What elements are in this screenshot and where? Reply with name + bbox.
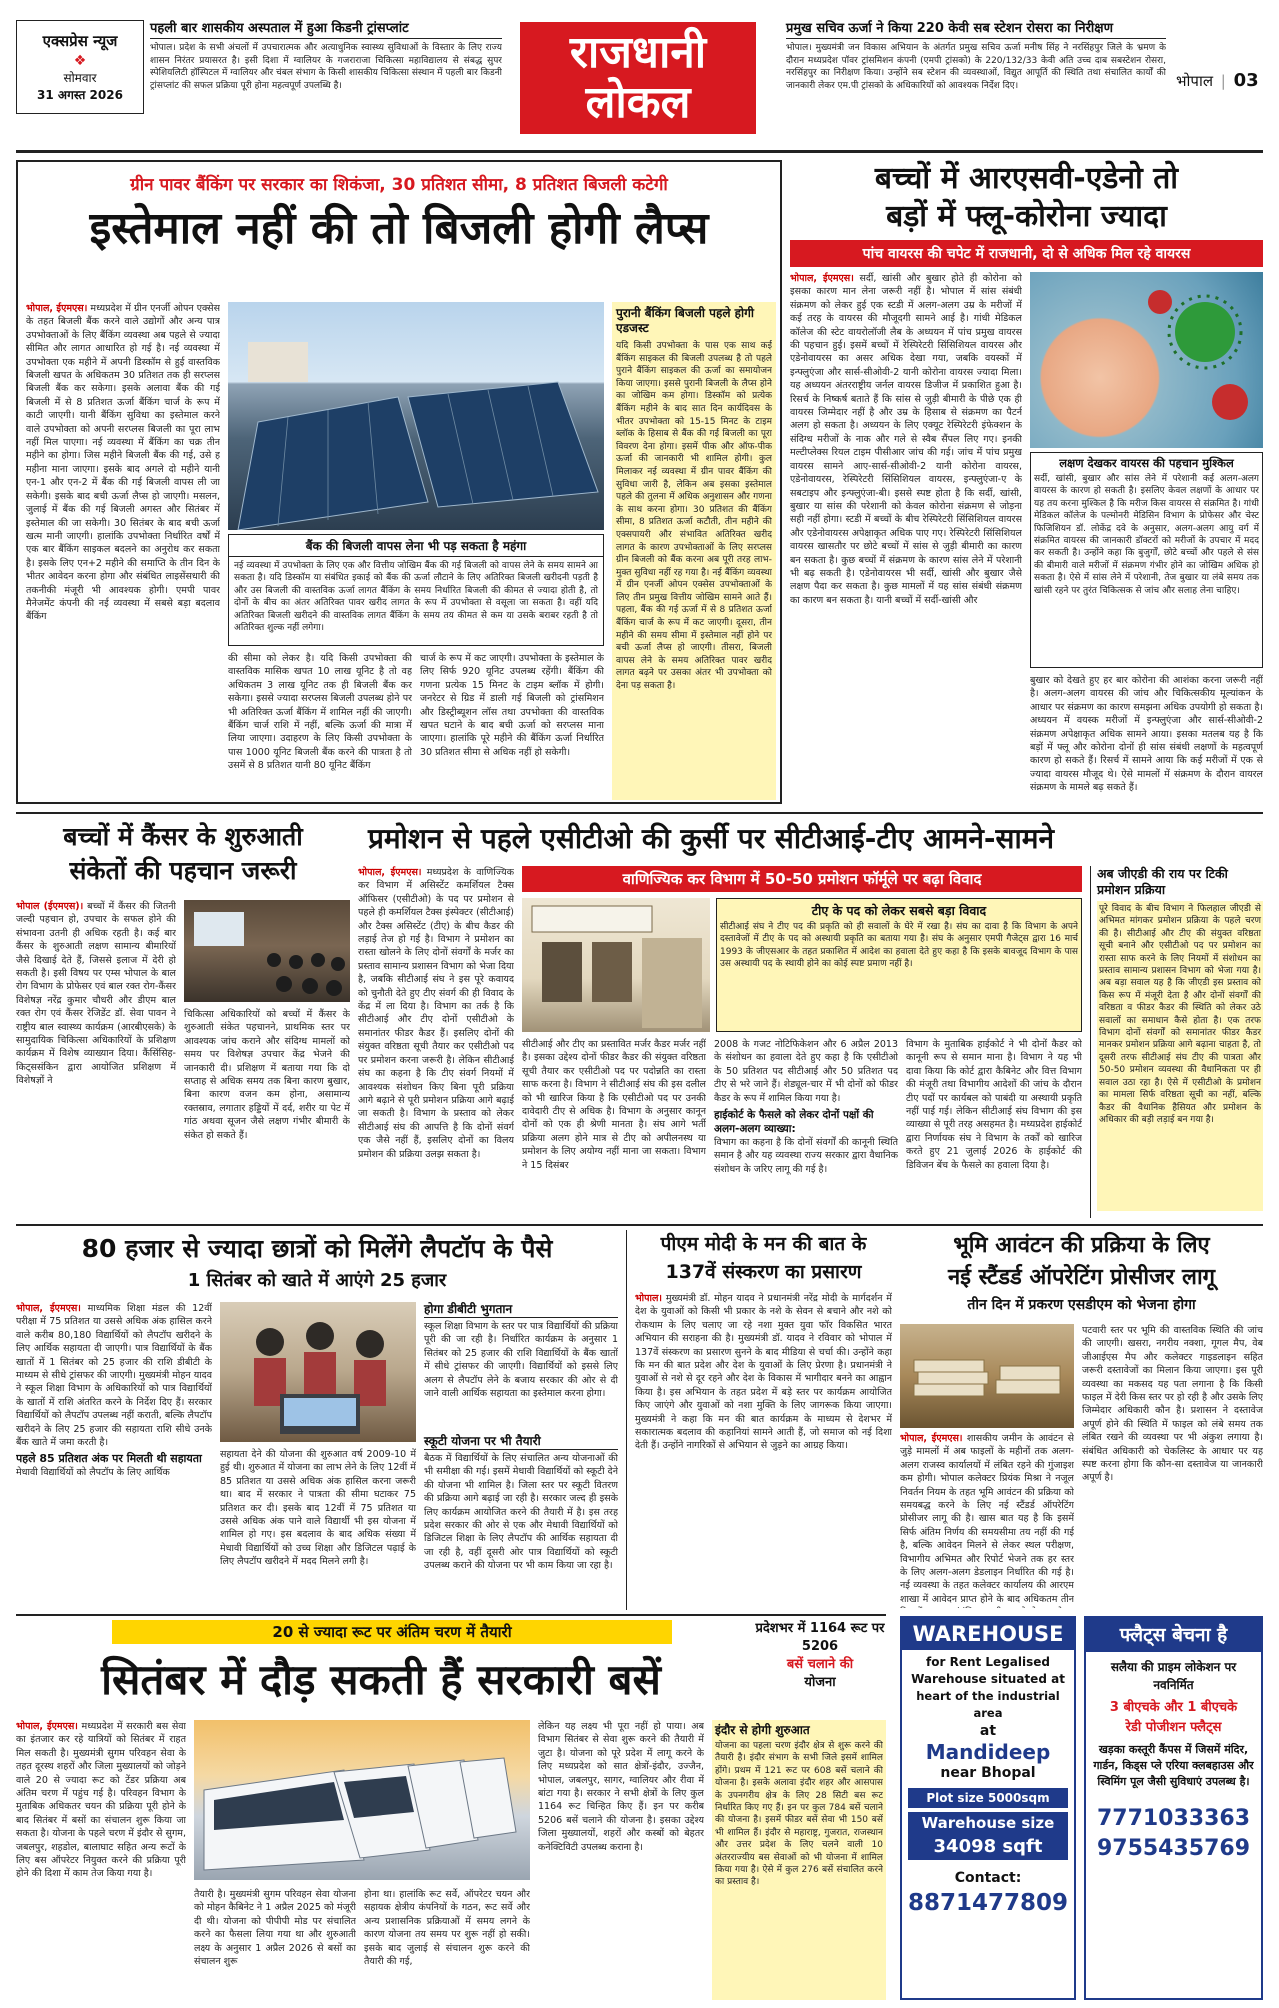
- article-power-banking: [16, 160, 782, 804]
- bus-fleet-icon: [194, 1720, 530, 1880]
- a3-col1: [16, 900, 176, 1218]
- diamond-icon: ❖: [73, 53, 87, 69]
- a1-caption-box: [228, 534, 604, 646]
- a5-col1: [16, 1302, 212, 1610]
- page-folio: भोपाल | 03: [1176, 70, 1259, 91]
- a8-col4: लेकिन यह लक्ष्य भी पूरा नहीं हो पाया। अब विभाग सितंबर से सेवा शुरू करने की तैयारी में जुटा है। योजना को पूरे प्रदेश में लागू करने के लिए मध्यप्रदेश को सात क्षेत्रों-इंदौर, उज्जैन, भोपाल, जबलपुर, सागर, ग्वालियर और रीवा में बांटा गया है। सरकार ने सभी क्षेत्रों के लिए कुल 1164 रूट चिन्हित किए हैं। इन पर करीब 5206 बसें चलाने की योजना है। इसका उद्देश्य जिला मुख्यालयों, शहरों और कस्बों को बेहतर कनेक्टिविटी उपलब्ध कराना है।: [538, 1721, 704, 1853]
- a2-box-head: लक्षण देखकर वायरस की पहचान मुश्किल: [1059, 456, 1234, 470]
- ad2-l1: सलैया की प्राइम लोकेशन पर: [1110, 1660, 1237, 1674]
- ad1-plot: Plot size 5000sqm: [908, 1788, 1068, 1808]
- a7-col1: [900, 1324, 1074, 1608]
- a8-kicker: 20 से ज्यादा रूट पर अंतिम चरण में तैयारी: [112, 1620, 672, 1644]
- article-virus: [790, 160, 1263, 804]
- a1-sidebar: [612, 302, 776, 800]
- a4-col4: विभाग के मुताबिक हाईकोर्ट ने भी दोनों कैडर को कानूनी रूप से समान माना है। विभाग ने यह भी दावा किया कि कोर्ट द्वारा कैबिनेट और वित्त विभाग की मंजूरी तथा विभागीय आदेशों की जांच के दौरान टीए पदों पर कार्यबल को पाबंदी या अस्थायी प्रकृति नहीं पाई गई। लेकिन सीटीआई संघ विभाग की इस व्याख्या से पूरी तरह असहमत है। मध्यप्रदेश हाईकोर्ट द्वारा निर्णायक संघ ने विभाग के तर्कों को खारिज करते हुए 21 जुलाई 2026 के हाईकोर्ट की डिविजन बेंच के फैसले का हवाला दिया है।: [906, 1039, 1082, 1171]
- audience-icon: [184, 900, 350, 1002]
- a1-caption-head: बैंक की बिजली वापस लेना भी पड़ सकता है महंगा: [229, 535, 603, 557]
- a4-col1: [358, 866, 514, 1218]
- a4-deck: वाणिज्यिक कर विभाग में 50-50 प्रमोशन फॉर्मूले पर बढ़ा विवाद: [522, 866, 1082, 892]
- folio-page: 03: [1233, 70, 1259, 91]
- a4-col3-text: 2008 के गजट नोटिफिकेशन और 6 अप्रैल 2013 के संशोधन का हवाला देते हुए कहा है कि एसीटीओ के 50 प्रतिशत पद सीटीआई और 50 प्रतिशत पद टीए से भरे जाने हैं। शेड्यूल-चार में भी दोनों को फीडर कैडर के रूप में शामिल किया गया है।: [714, 1039, 898, 1104]
- ad1-l3: heart of the industrial area: [916, 1689, 1060, 1720]
- masthead: [0, 0, 1279, 140]
- solar-array-icon: [228, 302, 604, 530]
- ad1-phone: 8871477809: [907, 1890, 1069, 1916]
- a4-col3: [714, 1038, 898, 1218]
- a5-headline: 80 हजार से ज्यादा छात्रों को मिलेंगे लैपटॉप के पैसे: [81, 1234, 553, 1263]
- ad1-l5: Mandideep: [925, 1740, 1051, 1764]
- a8-fact1: प्रदेशभर में 1164 रूट पर 5206: [755, 1621, 885, 1654]
- a5-col2: सहायता देने की योजना की शुरुआत वर्ष 2009-10 में हुई थी। शुरुआत में योजना का लाभ लेने के लिए 12वीं में 85 प्रतिशत या उससे अधिक अंक हासिल करना जरूरी था। बाद में सरकार ने पात्रता की सीमा घटाकर 75 प्रतिशत कर दी। इसके बाद 12वीं में 75 प्रतिशत या उससे अधिक अंक पाने वाले विद्यार्थी भी इस योजना में शामिल हो गए। इस बदलाव के बाद अधिक संख्या में मेधावी विद्यार्थियों को उच्च शिक्षा और डिजिटल पढ़ाई के लिए लैपटॉप खरीदने में मदद मिलने लगी है।: [220, 1449, 416, 1568]
- a5-side-text2: बैठक में विद्यार्थियों के लिए संचालित अन्य योजनाओं की भी समीक्षा की गई। इसमें मेधावी विद्यार्थियों को स्कूटी देने की योजना भी शामिल है। जिला स्तर पर स्कूटी वितरण की प्रक्रिया आगे बढ़ाई जा रही है। सरकार जल्द ही इसके लिए कार्यक्रम आयोजित करने की तैयारी में है। इस तरह प्रदेश सरकार की ओर से एक और मेधावी विद्यार्थियों को डिजिटल शिक्षा के लिए लैपटॉप की आर्थिक सहायता दी जा रही है, वहीं दूसरी ओर पात्र विद्यार्थियों को स्कूटी उपलब्ध कराने की योजना पर भी काम किया जा रहा है।: [424, 1453, 618, 1572]
- brand-box: [16, 20, 144, 114]
- a3-headline-2: संकेतों की पहचान जरूरी: [69, 856, 297, 885]
- a8-col3: होना था। हालांकि रूट सर्वे, ऑपरेटर चयन और सहायक क्षेत्रीय कंपनियों के गठन, रूट सर्वे और अन्य प्रशासनिक प्रक्रियाओं में समय लगने के कारण योजना तय समय पर शुरू नहीं हो सकी। इसके बाद जुलाई से संचालन शुरू करने की तैयारी की गई,: [364, 1889, 530, 1968]
- masthead-right-text: भोपाल। मुख्यमंत्री जन विकास अभियान के अंतर्गत प्रमुख सचिव ऊर्जा मनीष सिंह ने नरसिंहपुर जिले के भ्रमण के दौरान मध्यप्रदेश पॉवर ट्रांसमिशन कंपनी (एमपी ट्रांसको) के 220/132/33 केवी अति उच्च दाब सबस्टेशन रोसरा, नरसिंहपुर का निरीक्षण किया। उन्होंने सब स्टेशन की व्यवस्थाओं, विद्युत आपूर्ति की स्थिति तथा संचालित कार्यों की जानकारी लेकर एम.पी ट्रांसको के अधिकारियों को आवश्यक निर्देश दिए।: [786, 43, 1166, 91]
- a8-headline: सितंबर में दौड़ सकती हैं सरकारी बसें: [101, 1655, 661, 1704]
- a1-col3: चार्ज के रूप में कट जाएगी। उपभोक्ता के इस्तेमाल के लिए सिर्फ 920 यूनिट उपलब्ध रहेंगी। बैंकिंग की गणना प्रत्येक 15 मिनट के टाइम ब्लॉक में होगी। जनरेटर से ग्रिड में डाली गई बिजली को ट्रांसमिशन और डिस्ट्रीब्यूशन लॉस तथा उपभोक्ता की वास्तविक खपत घटाने के बाद बची ऊर्जा को सरप्लस माना जाएगा। हालांकि पूरे महीने की बैंकिंग ऊर्जा निर्धारित 30 प्रतिशत सीमा से अधिक नहीं हो सकेगी।: [420, 653, 604, 758]
- a7-col2: पटवारी स्तर पर भूमि की वास्तविक स्थिति की जांच की जाएगी। खसरा, नगरीय नक्शा, गूगल मैप, वेब जीआईएस मैप और कलेक्टर गाइडलाइन सहित जरूरी दस्तावेजों का मिलान किया जाएगा। इस पूरी व्यवस्था का मकसद यह पता लगाना है कि किसी फाइल में देरी किस स्तर पर हो रही है और उसके लिए जिम्मेदार अधिकारी कौन है। प्रशासन ने दस्तावेज अपूर्ण होने की स्थिति में फाइल को लंबे समय तक लंबित रखने की व्यवस्था पर भी अंकुश लगाया है। संबंधित अधिकारी को चेकलिस्ट के आधार पर यह स्पष्ट करना होगा कि कौन-सा दस्तावेज या जानकारी अपूर्ण है।: [1082, 1325, 1263, 1484]
- a3-dateline: भोपाल (ईएमएस)।: [16, 901, 84, 912]
- a8-sidebar: [712, 1720, 886, 2000]
- a2-headline-2: बड़ों में फ्लू-कोरोना ज्यादा: [886, 199, 1167, 234]
- a1-kicker: ग्रीन पावर बैंकिंग पर सरकार का शिकंजा, 30 प्रतिशत सीमा, 8 प्रतिशत बिजली कटेगी: [130, 175, 668, 195]
- section-title-line1: राजधानी: [569, 27, 707, 78]
- masthead-left-story: [150, 18, 502, 118]
- students-icon: [220, 1302, 416, 1442]
- article-mann-ki-baat: [626, 1230, 892, 1610]
- a1-headline: इस्तेमाल नहीं की तो बिजली होगी लैप्स: [89, 203, 709, 254]
- section-title-line2: लोकल: [585, 77, 691, 128]
- a6-headline-2: 137वें संस्करण का प्रसारण: [665, 1261, 862, 1283]
- a7-deck: तीन दिन में प्रकरण एसडीएम को भेजना होगा: [967, 1297, 1196, 1313]
- office-photo: [522, 898, 710, 1032]
- article-child-cancer: [16, 820, 350, 1218]
- a1-caption-text: नई व्यवस्था में उपभोक्ता के लिए एक और वित्तीय जोखिम बैंक की गई बिजली को वापस लेने के समय सामने आ सकता है। यदि डिस्कॉम या संबंधित इकाई को बैंक की ऊर्जा लौटाने के लिए अतिरिक्त बिजली खरीदनी पड़ती है और उस बिजली की वास्तविक ऊर्जा लागत बैंकिंग के समय निर्धारित बिजली की कीमत से ज्यादा होती है, तो दोनों के बीच का अंतर अतिरिक्त पावर खरीद लागत के रूप में उपभोक्ता से वसूला जा सकता है। वहीं यदि अतिरिक्त बिजली खरीदने की वास्तविक लागत बैंकिंग के समय तय कीमत से कम या उसके बराबर रहती है तो अतिरिक्त शुल्क नहीं लगेगा।: [234, 561, 598, 634]
- a3-col2: चिकित्सा अधिकारियों को बच्चों में कैंसर के शुरुआती संकेत पहचानने, प्राथमिक स्तर पर आवश्यक जांच कराने और संदिग्ध मामलों को समय पर विशेषज्ञ उपचार केंद्र भेजने की जानकारी दी। प्रशिक्षण में बताया गया कि दो सप्ताह से अधिक समय तक बिना कारण बुखार, बिना कारण वजन कम होना, असामान्य रक्तस्राव, लगातार हड्डियों में दर्द, शरीर या पेट में गांठ अथवा सूजन जैसे लक्षण गंभीर बीमारी के संकेत हो सकते हैं।: [184, 1009, 350, 1141]
- a4-side-head: अब जीएडी की राय पर टिकी प्रमोशन प्रक्रिया: [1097, 866, 1228, 897]
- masthead-date: 31 अगस्त 2026: [37, 88, 123, 102]
- a8-col1: [16, 1720, 186, 2000]
- a2-dateline: भोपाल, ईएमएस।: [790, 273, 854, 284]
- a5-sub-text: मेधावी विद्यार्थियों को लैपटॉप के लिए आर्थिक: [16, 1467, 170, 1479]
- a6-text: मुख्यमंत्री डॉ. मोहन यादव ने प्रधानमंत्री नरेंद्र मोदी के मार्गदर्शन में देश के युवाओं को किसी भी प्रकार के नशे के सेवन से बचाने और नशे को रोकथाम के लिए चलाए जा रहे नशा मुक्त युवा फॉर विकसित भारत अभियान की सराहना की है। मुख्यमंत्री डॉ. यादव ने रविवार को भोपाल में 137वें संस्करण का प्रसारण सुनने के बाद मीडिया से चर्चा की। उन्होंने कहा कि मन की बात प्रदेश और देश के युवाओं के लिए प्रेरणा है। प्रधानमंत्री ने युवाओं से नशे से दूर रहने और देश के विकास में भागीदार बनने का आह्वान किया है। इस अभियान के तहत प्रदेश में बड़े स्तर पर कार्यक्रम आयोजित किए जाएंगे और युवाओं को नशा मुक्ति के लिए जागरूक किया जाएगा। मुख्यमंत्री ने कहा कि मन की बात कार्यक्रम के माध्यम से देशभर में सकारात्मक बदलाव की कहानियां सामने आती हैं, जो समाज को नई दिशा देती हैं। उन्होंने नागरिकों से अभियान से जुड़ने का आग्रह किया।: [635, 1293, 892, 1452]
- solar-panel-photo: [228, 302, 604, 530]
- a1-dateline: भोपाल, ईएमएस।: [26, 303, 88, 314]
- office-building-icon: [522, 898, 710, 1032]
- a5-sub: पहले 85 प्रतिशत अंक पर मिलती थी सहायता: [16, 1452, 202, 1466]
- training-photo: [184, 900, 350, 1002]
- a8-fact3: योजना: [804, 1675, 836, 1690]
- a4-col1-text: मध्यप्रदेश के वाणिज्यिक कर विभाग में असिस्टेंट कमर्शियल टैक्स ऑफिसर (एसीटीओ) के पद पर प्रमोशन से पहले ही कमर्शियल टैक्स इंस्पेक्टर (सीटीआई) और टैक्स असिस्टेंट (टीए) के बीच कैडर की लड़ाई तेज हो गई है। विभाग ने प्रमोशन का रास्ता खोलने के लिए दोनों संवर्गों के मर्जर का प्रस्ताव सामान्य प्रशासन विभाग को भेजा दिया है, जबकि सीटीआई संघ ने इस पूरे कवायद को चुनौती देते हुए टीए संवर्ग की ही विवाद के केंद्र में ला दिया है। विभाग का तर्क है कि सीटीआई और टीए दोनों एसीटीओ के समानांतर फीडर कैडर हैं। इसलिए दोनों की संयुक्त वरिष्ठता सूची तैयार कर एसीटीओ पद पर प्रमोशन करना जरूरी है। लेकिन सीटीआई संघ का कहना है कि टीए संवर्ग नियमों में आवश्यक संशोधन किए बिना पूरी प्रक्रिया आगे बढ़ाने से पूरी प्रमोशन प्रक्रिया आगे बढ़ाई जा सकती है। विभाग के प्रस्ताव को लेकर सीटीआई संघ की आपत्ति है कि दोनों संवर्ग एक जैसे नहीं हैं, इसलिए दोनों का विलय प्रमोशन की प्रक्रिया उलझ सकता है।: [358, 867, 514, 1160]
- a1-side-head: पुरानी बैंकिंग बिजली पहले होगी एडजस्ट: [616, 306, 755, 335]
- a2-col2: बुखार को देखते हुए हर बार कोरोना की आशंका करना जरूरी नहीं है। अलग-अलग वायरस की जांच और चिकित्सकीय मूल्यांकन के आधार पर संक्रमण का कारण समझना अधिक उपयोगी हो सकता है। अध्ययन में वयस्क मरीजों में इन्फ्लुएंजा और सार्स-सीओवी-2 संक्रमण अपेक्षाकृत अधिक सामने आया। इसका मतलब यह है कि बड़ों में फ्लू और कोरोना दोनों ही सांस संबंधी लक्षणों के महत्वपूर्ण कारण हो सकते हैं। रिसर्च में सामने आया कि कई मरीजों में एक से ज्यादा वायरस मौजूद थे। ऐसे मामलों में संक्रमण के दौरान वायरल संक्रमण के मामले बढ़ सकते हैं।: [1030, 675, 1263, 794]
- masthead-right-head: प्रमुख सचिव ऊर्जा ने किया 220 केवी सब स्टेशन रोसरा का निरीक्षण: [786, 18, 1166, 39]
- ad1-contact: Contact:: [954, 1870, 1022, 1886]
- section-title-box: [520, 22, 756, 134]
- buses-photo: [194, 1720, 530, 1880]
- a4-sub3: हाईकोर्ट के फैसले को लेकर दोनों पक्षों की अलग-अलग व्याख्या:: [714, 1109, 874, 1135]
- a6-body: [635, 1292, 892, 1600]
- ad2-phone2: 9755435769: [1096, 1836, 1251, 1861]
- a4-box-head: टीए के पद को लेकर सबसे बड़ा विवाद: [811, 903, 987, 918]
- a5-sidebar: [424, 1302, 618, 1610]
- article-promotion: [358, 820, 1263, 1218]
- a2-col1-text: सर्दी, खांसी और बुखार होते ही कोरोना को इसका कारण मान लेना जरूरी नहीं है। भोपाल में सांस संबंधी संक्रमण को लेकर हुई एक स्टडी में अलग-अलग उम्र के मरीजों में कई तरह के वायरस की मौजूदगी सामने आई है। गांधी मेडिकल कॉलेज की स्टेट वायरोलॉजी लैब के अध्ययन में पांच प्रमुख वायरस की पहचान हुई। इसमें बच्चों में रेस्पिरेटरी सिंसिशियल वायरस और एडेनोवायरस का असर अधिक देखा गया, जबकि वयस्कों में इन्फ्लुएंजा और सार्स-सीओवी-2 यानी कोरोना वायरस ज्यादा मिला। यह अध्ययन अंतरराष्ट्रीय जर्नल वायरस डिजीज में प्रकाशित हुआ है। रिसर्च के निष्कर्ष बताते हैं कि सांस से जुड़ी बीमारी के पीछे एक ही वायरस जिम्मेदार नहीं है और उम्र के हिसाब से संक्रमण का पैटर्न अलग हो सकता है। अध्ययन के लिए एक्यूट रेस्पिरेटरी इंफेक्शन के संदिग्ध मरीजों के नाक और गले से स्वैब सैंपल लिए गए। इनकी मल्टीप्लेक्स रियल टाइम पीसीआर जांच की गई। जांच में पांच प्रमुख वायरस सामने आए-सार्स-सीओवी-2 यानी कोरोना वायरस, एडेनोवायरस, रेस्पिरेटरी सिंसिशियल वायरस, इन्फ्लुएंजा-ए के सबटाइप और इन्फ्लुएंजा-बी। इससे स्पष्ट होता है कि सर्दी, खांसी, बुखार या सांस की परेशानी को केवल कोरोना संक्रमण से जोड़ना सही नहीं होगा। स्टडी में बच्चों के बीच रेस्पिरेटरी सिंसिशियल वायरस और एडेनोवायरस अपेक्षाकृत अधिक पाए गए। रेस्पिरेटरी सिंसिशियल वायरस खासतौर पर छोटे बच्चों में सांस से जुड़ी बीमारी का कारण बन सकता है। कुछ बच्चों में संक्रमण के कारण सांस लेने में परेशानी भी बढ़ सकती है। एडेनोवायरस भी सर्दी, खांसी और बुखार जैसे लक्षण पैदा कर सकता है। कुछ मामलों में यह सांस संबंधी संक्रमण का कारण बन सकता है। यानी बच्चों में सर्दी-खांसी और: [790, 273, 1022, 606]
- row-rule-3: [16, 1614, 886, 1616]
- ad2-l3: 3 बीएचके और 1 बीएचके: [1109, 1700, 1238, 1715]
- a5-dateline: भोपाल, ईएमएस।: [16, 1303, 81, 1314]
- ad2-l2: नवनिर्मित: [1153, 1678, 1194, 1692]
- a1-col1-text: मध्यप्रदेश में ग्रीन एनर्जी ओपन एक्सेस के तहत बिजली बैंक करने वाले उद्योगों और अन्य पात्र उपभोक्ताओं के लिए बैंकिंग व्यवस्था अब पहले से ज्यादा सीमित और लागत आधारित हो गई है। नई व्यवस्था में उपभोक्ता एक महीने में अपनी डिस्कॉम से हुई वास्तविक बिजली खपत के अधिकतम 30 प्रतिशत तक ही सरप्लस बिजली बैंक कर सकेगा। इसके अलावा बैंक की गई बिजली में से 8 प्रतिशत ऊर्जा बैंकिंग चार्ज के रूप में काटी जाएगी। यानी बैंकिंग सुविधा का इस्तेमाल करने वाले उपभोक्ता को अपनी सरप्लस बिजली का पूरा लाभ नहीं मिल पाएगा। नई व्यवस्था में बैंकिंग का चक्र तीन महीने का होगा। जिस महीने बिजली बैंक की गई, उसे ह महीना माना जाएगा। इसके बाद अगले दो महीने यानी एन-1 और एन-2 में बैंक की गई बिजली वापस ली जा सकेगी। इसके बाद बची ऊर्जा लैप्स हो जाएगी। मसलन, जुलाई में बैंक की गई बिजली अगस्त और सितंबर में इस्तेमाल की जा सकेगी। 30 सितंबर के बाद बची ऊर्जा खत्म मानी जाएगी। हालांकि उपभोक्ता निर्धारित वर्षों में एक बार बैंकिंग साइकल बदलने का अनुरोध कर सकता है। इसके लिए एन+2 महीने की समाप्ति के तीन दिन के भीतर आवेदन करना होगा और संबंधित लाइसेंसधारी की तकनीकी मंजूरी भी आवश्यक होगी। एमपी पावर मैनेजमेंट कंपनी की नई व्यवस्था में सबसे बड़ा बदलाव बैंकिंग: [26, 303, 220, 623]
- a8-dateline: भोपाल, ईएमएस।: [16, 1721, 78, 1732]
- ad1-wh2: 34098 sqft: [908, 1834, 1068, 1860]
- ad-warehouse: [900, 1616, 1076, 2000]
- masthead-left-text: भोपाल। प्रदेश के सभी अंचलों में उपचारात्मक और अत्याधुनिक स्वास्थ्य सुविधाओं के विस्तार के लिए राज्य शासन निरंतर प्रयासरत है। इसी दिशा में ग्वालियर के गजराराजा चिकित्सा महाविद्यालय से संबद्ध सुपर स्पेशियलिटी हॉस्पिटल में ग्वालियर और चंबल संभाग के किसी शासकीय चिकित्सा संस्थान में पहली बार किडनी ट्रांसप्लांट की सफल प्रक्रिया पूरी होना महत्वपूर्ण उपलब्धि है।: [150, 43, 502, 91]
- a4-headline: प्रमोशन से पहले एसीटीओ की कुर्सी पर सीटीआई-टीए आमने-सामने: [368, 822, 1055, 855]
- ad1-l6: near Bhopal: [940, 1765, 1036, 1781]
- ad1-l4: at: [979, 1723, 997, 1739]
- students-laptop-photo: [220, 1302, 416, 1442]
- a7-dateline: भोपाल, ईएमएस।: [900, 1433, 963, 1444]
- row-rule-1: [16, 812, 1263, 814]
- row-rule-2: [16, 1224, 1263, 1226]
- article-govt-buses: [16, 1620, 886, 2000]
- a2-col1: [790, 272, 1022, 804]
- a3-headline-1: बच्चों में कैंसर के शुरुआती: [63, 822, 303, 851]
- ad2-l5: खड़का कस्तूरी कैंपस में जिसमें मंदिर, गार्डन, किड्स प्ले एरिया क्लबहाउस और स्विमिंग पूल जैसी सुविधाएं उपलब्ध है।: [1093, 1743, 1254, 1788]
- virus-icon: [1030, 272, 1263, 448]
- masthead-day: सोमवार: [63, 71, 97, 85]
- a4-sub3-text: विभाग का कहना है कि दोनों संवर्गों की कानूनी स्थिति समान है और यह व्यवस्था राज्य सरकार द्वारा वैधानिक संशोधन के जरिए लागू की गई है।: [714, 1137, 898, 1175]
- ad2-title: फ्लैट्स बेचना है: [1086, 1618, 1261, 1652]
- ad2-phone1: 7771033363: [1096, 1806, 1251, 1831]
- a1-col1: [26, 302, 220, 800]
- a4-col2: सीटीआई और टीए का प्रस्तावित मर्जर कैडर मर्जर नहीं है। इसका उद्देश्य दोनों फीडर कैडर की संयुक्त वरिष्ठता सूची तैयार कर एसीटीओ पद पर पदोन्नति का रास्ता साफ करना है। विभाग ने सीटीआई संघ की इस दलील को भी खारिज किया है कि एसीटीओ पद पर उनकी दावेदारी टीए से अधिक है। विभाग के अनुसार कानून दोनों को एक ही श्रेणी मानता है। संघ आगे भर्ती प्रक्रिया अलग होने मात्र से टीए को अपीलनस्थ या प्रमोशन के लिए अयोग्य नहीं माना जा सकता। विभाग ने 15 दिसंबर: [522, 1039, 706, 1171]
- masthead-left-head: पहली बार शासकीय अस्पताल में हुआ किडनी ट्रांसप्लांट: [150, 18, 502, 39]
- a7-headline-1: भूमि आवंटन की प्रक्रिया के लिए: [953, 1233, 1210, 1258]
- article-land-sop: [900, 1230, 1263, 1608]
- masthead-rule: [16, 150, 1263, 153]
- a8-col1-text: मध्यप्रदेश में सरकारी बस सेवा का इंतजार कर रहे यात्रियों को सितंबर में राहत मिल सकती है। मुख्यमंत्री सुगम परिवहन सेवा के तहत दूरस्थ शहरों और जिला मुख्यालयों को जोड़ने वाले 20 से ज्यादा रूट को टेंडर प्रक्रिया अब अंतिम चरण में पहुंच गई है। परिवहन विभाग के मुताबिक अधिकतर चयन की प्रक्रिया पूरी होने के बाद सितंबर में बसों का संचालन शुरू किया जा सकता है। योजना के पहले चरण में इंदौर से सुगम, जबलपुर, शहडोल, बालाघाट सहित अन्य रूटों के लिए बस ऑपरेटर नियुक्त करने की प्रक्रिया पूरी होने की दिशा में काम तेज किया गया है।: [16, 1721, 186, 1880]
- masthead-right-story: [786, 18, 1166, 118]
- a3-col1-text: बच्चों में कैंसर की जितनी जल्दी पहचान हो, उपचार के सफल होने की संभावना उतनी ही अधिक रहती है। कई बार कैंसर के शुरुआती लक्षण सामान्य बीमारियों जैसे दिखाई देते हैं, जिससे इलाज में देरी हो सकती है। इसी विषय पर एम्स भोपाल के बाल रोग विभाग के प्रोफेसर एवं बाल रक्त रोग-कैंसर विशेषज्ञ नरेंद्र कुमार चौधरी और डीएम बाल रक्त रोग एवं कैंसर रेजिडेंट डॉ. सेवा पावन ने राष्ट्रीय बाल स्वास्थ्य कार्यक्रम (आरबीएसके) के सामुदायिक चिकित्सा अधिकारियों के प्रशिक्षण कार्यक्रम में विशेष व्याख्यान दिया। कैंसिंसिह-किट्ससंकिन द्वारा आयोजित प्रशिक्षण में विशेषज्ञों ने: [16, 901, 176, 1087]
- a4-box-text: सीटीआई संघ ने टीए पद की प्रकृति को ही सवालों के घेरे में रखा है। संघ का दावा है कि विभाग के अपने दस्तावेजों में टीए के पद को अस्थायी प्रकृति का बताया गया है। संघ के अनुसार एमपी गैजेट्स द्वारा 16 मार्च 1993 के जीएसआर के तहत प्रकाशित में आदेश का हवाला देते हुए कहा है कि इसके बावजूद विभाग के पास उस अस्थायी पद के स्थायी होने का कोई स्पष्ट प्रमाण नहीं है।: [720, 922, 1078, 970]
- a4-box: [716, 898, 1082, 1032]
- a8-fact2: बसें चलाने की: [786, 1657, 854, 1672]
- a6-dateline: भोपाल।: [635, 1293, 663, 1304]
- a2-headline-1: बच्चों में आरएसवी-एडेनो तो: [874, 161, 1179, 196]
- brand-name: एक्सप्रेस न्यूज: [42, 32, 118, 50]
- a1-col2: की सीमा को लेकर है। यदि किसी उपभोक्ता की वास्तविक मासिक खपत 10 लाख यूनिट है तो वह अधिकतम 3 लाख यूनिट तक ही बिजली बैंक कर सकेगा। इससे ज्यादा सरप्लस बिजली उपलब्ध होने पर भी अतिरिक्त ऊर्जा बैंकिंग में शामिल नहीं की जाएगी। बैंकिंग चार्ज राशि में नहीं, बल्कि ऊर्जा की मात्रा में लिया जाएगा। उदाहरण के लिए किसी उपभोक्ता के पास 1000 यूनिट बिजली बैंक करने की पात्रता है तो उसमें से 8 प्रतिशत यानी 80 यूनिट बैंकिंग: [228, 653, 412, 772]
- virus-photo: [1030, 272, 1263, 448]
- article-laptop: [16, 1230, 618, 1610]
- ad1-l1: for Rent Legalised: [926, 1655, 1050, 1669]
- a8-fact-box: [754, 1620, 886, 1712]
- a8-col2: तैयारी है। मुख्यमंत्री सुगम परिवहन सेवा योजना को मोहन कैबिनेट ने 1 अप्रैल 2025 को मंजूरी दी थी। योजना को पीपीपी मोड पर संचालित करने का फैसला लिया गया था और शुरुआती लक्ष्य के अनुसार 1 अप्रैल 2026 से बसों का संचालन शुरू: [194, 1889, 356, 1968]
- ad2-l4: रेडी पोजीशन फ्लैट्स: [1125, 1720, 1222, 1735]
- a2-box: [1030, 452, 1263, 668]
- a7-col1-text: शासकीय जमीन के आवंटन से जुड़े मामलों में अब फाइलों के महीनों तक अलग-अलग राजस्व कार्यालयों में लंबित रहने की गुंजाइश कम होगी। भोपाल कलेक्टर प्रियंक मिश्रा ने नजूल निवर्तन नियम के तहत भूमि आवंटन की प्रक्रिया को समयबद्ध करने के लिए नई स्टैंडर्ड ऑपरेटिंग प्रोसीजर लागू की है। खास बात यह है कि इसमें सिर्फ अंतिम निर्णय की समयसीमा तय नहीं की गई है, बल्कि आवेदन मिलने से लेकर स्थल परीक्षण, विभागीय अभिमत और रिपोर्ट भेजने तक हर स्तर के लिए अलग-अलग डेडलाइन निर्धारित की गई है। नई व्यवस्था के तहत कलेक्टर कार्यालय की आरएम शाखा में आवेदन प्राप्त होने के बाद अधिकतम तीन: [900, 1433, 1074, 1605]
- a7-headline-2: नई स्टैंडर्ड ऑपरेटिंग प्रोसीजर लागू: [947, 1265, 1216, 1290]
- ad1-wh1: Warehouse size: [908, 1812, 1068, 1834]
- a2-deck: पांच वायरस की चपेट में राजधानी, दो से अधिक मिल रहे वायरस: [790, 240, 1263, 267]
- a8-side-text: योजना का पहला चरण इंदौर क्षेत्र से शुरू करने की तैयारी है। इंदौर संभाग के सभी जिले इसमें शामिल होंगे। प्रथम में 121 रूट पर 608 बसें चलाने की योजना है। इसके अलावा इंदौर शहर और आसपास के उपनगरीय क्षेत्र के लिए 28 सिटी बस रूट निर्धारित किए गए हैं। इन पर कुल 784 बसें चलाने की योजना है। इसमें फीडर बसें सेवा भी 150 बसें भी शामिल हैं। इंदौर से महाराष्ट्र, गुजरात, राजस्थान और उत्तर प्रदेश के लिए चलने वाली 10 अंतरराज्यीय बस सेवाओं को भी योजना में शामिल किया गया है। ऐसे में कुल 276 बसें संचालित करने का प्रस्ताव है।: [715, 1741, 883, 1888]
- a5-col1-text: माध्यमिक शिक्षा मंडल की 12वीं परीक्षा में 75 प्रतिशत या उससे अधिक अंक हासिल करने वाले करीब 80,180 विद्यार्थियों को लैपटॉप खरीदने के लिए आर्थिक सहायता दी जाएगी। पात्र विद्यार्थियों के बैंक खातों में 1 सितंबर को 25 हजार की राशि डीबीटी के माध्यम से सीधे ट्रांसफर की जाएगी। मुख्यमंत्री मोहन यादव ने स्कूल शिक्षा विभाग के अधिकारियों को पात्र विद्यार्थियों के खातों में राशि अंतरित करने के निर्देश दिए हैं। सरकार विद्यार्थियों को लैपटॉप उपलब्ध नहीं कराती, बल्कि लैपटॉप खरीदने के लिए 25 हजार की सहायता राशि सीधे उनके बैंक खाते में जमा करती है।: [16, 1303, 212, 1449]
- a5-side-head: होगा डीबीटी भुगतान: [424, 1302, 618, 1318]
- a2-box-text: सर्दी, खांसी, बुखार और सांस लेने में परेशानी कई अलग-अलग वायरस के कारण हो सकती है। इसलिए केवल लक्षणों के आधार पर यह तय करना मुश्किल है कि मरीज किस वायरस से संक्रमित है। गांधी मेडिकल कॉलेज के पल्मोनरी मेडिसिन विभाग के प्रोफेसर और चेस्ट फिजिशियन डॉ. लोकेंद्र दवे के अनुसार, अलग-अलग आयु वर्ग में संक्रमित वायरस की जानकारी डॉक्टरों को मरीजों के उपचार में मदद कर सकती है। उन्होंने कहा कि बुजुर्गों, छोटे बच्चों और पहले से संस की बीमारी वाले मरीजों में संक्रमण गंभीर होने का जोखिम अधिक हो सकता है। ऐसे में सांस लेने में परेशानी, तेज बुखार या लंबे समय तक खांसी रहने पर तुरंत चिकित्सक से जांच और सलाह लेना चाहिए।: [1034, 474, 1259, 596]
- folio-city: भोपाल: [1176, 72, 1214, 90]
- a6-headline-1: पीएम मोदी के मन की बात के: [660, 1233, 867, 1255]
- a5-deck: 1 सितंबर को खाते में आएंगे 25 हजार: [187, 1270, 447, 1291]
- a4-dateline: भोपाल, ईएमएस।: [358, 867, 422, 878]
- a8-side-head: इंदौर से होगी शुरुआत: [715, 1723, 810, 1737]
- a4-sidebar: [1090, 866, 1263, 1218]
- a4-side-text: पूरे विवाद के बीच विभाग ने फिलहाल जीएडी से अभिमत मांगकर प्रमोशन प्रक्रिया के पहले चरण की है। सीटीआई और टीए की संयुक्त वरिष्ठता सूची बनाने और एसीटीओ पद पर प्रमोशन का रास्ता साफ करने के लिए नियमों में संशोधन का प्रस्ताव सामान्य प्रशासन विभाग को भेजा गया है। अब बड़ा सवाल यह है कि जीएडी इस प्रस्ताव को किस रूप में मंजूरी देता है और दोनों संवर्गों की वरिष्ठता व फीडर कैडर की स्थिति को लेकर उठे सवालों का समाधान कैसे होता है। एक तरफ विभाग दोनों संवर्गों को समानांतर फीडर कैडर मानकर प्रमोशन प्रक्रिया आगे बढ़ाना चाहता है, तो दूसरी तरफ सीटीआई संघ टीए की पात्रता और 50-50 प्रमोशन व्यवस्था की वैधानिकता पर ही सवाल उठा रहा है। ऐसे में एसीटीओ के प्रमोशन का मामला सिर्फ वरिष्ठता सूची का नहीं, बल्कि कैडर की वैधानिक हैसियत और प्रमोशन के अधिकार की बड़ी लड़ाई बन गया है।: [1097, 901, 1263, 1211]
- a5-side-text: स्कूल शिक्षा विभाग के स्तर पर पात्र विद्यार्थियों की प्रक्रिया पूरी की जा रही है। निर्धारित कार्यक्रम के अनुसार 1 सितंबर को 25 हजार की राशि विद्यार्थियों के बैंक खातों में सीधे ट्रांसफर की जाएगी। विद्यार्थियों को इससे लिए अलग से लैपटॉप लेने के बजाय सरकार की ओर से दी जाने वाली आर्थिक सहायता का इस्तेमाल करना होगा।: [424, 1321, 618, 1400]
- a1-side-text: यदि किसी उपभोक्ता के पास एक साथ कई बैंकिंग साइकल की बिजली उपलब्ध है तो पहले पुराने बैंकिंग साइकल की ऊर्जा का समायोजन किया जाएगा। इससे पुरानी बिजली के लैप्स होने का जोखिम कम होगा। डिस्कॉम को प्रत्येक बैंकिंग महीने के बाद सात दिन कार्यदिवस के भीतर उपभोक्ता को 15-15 मिनट के टाइम ब्लॉक के हिसाब से बैंक की गई बिजली का पूरा विवरण देना होगा। इसमें पीक और ऑफ-पीक ऊर्जा की जानकारी भी शामिल होगी। कुल मिलाकर नई व्यवस्था में ग्रीन पावर बैंकिंग की सुविधा जारी है, लेकिन अब इसका इस्तेमाल पहले की तुलना में अधिक अनुशासन और गणना के साथ करना होगा। 30 प्रतिशत की बैंकिंग सीमा, 8 प्रतिशत ऊर्जा कटौती, तीन महीने की एक्सपायरी और संभावित अतिरिक्त खरीद लागत के कारण उपभोक्ताओं के लिए सरप्लस ग्रीन बिजली को बैंक करना अब पूरी तरह लाभ-मुक्त सुविधा नहीं रह गया है। नई बैंकिंग व्यवस्था में ग्रीन एनर्जी ओपन एक्सेस उपभोक्ताओं के लिए तीन प्रमुख वित्तीय जोखिम सामने आते हैं। पहला, बैंक की गई ऊर्जा में से 8 प्रतिशत ऊर्जा बैंकिंग चार्ज के रूप में कट जाएगी। दूसरा, तीन महीने की समय सीमा में इस्तेमाल नहीं होने पर बची ऊर्जा लैप्स हो जाएगी। तीसरा, बिजली वापस लेने के समय अतिरिक्त पावर खरीद लागत बढ़ने पर उसका अंतर भी उपभोक्ता को देना पड़ सकता है।: [616, 341, 772, 692]
- ad1-title: WAREHOUSE: [902, 1618, 1074, 1650]
- ad1-l2: Warehouse situated at: [911, 1672, 1065, 1686]
- ad-flats: [1084, 1616, 1263, 2000]
- a5-side-head2: स्कूटी योजना पर भी तैयारी: [424, 1434, 618, 1450]
